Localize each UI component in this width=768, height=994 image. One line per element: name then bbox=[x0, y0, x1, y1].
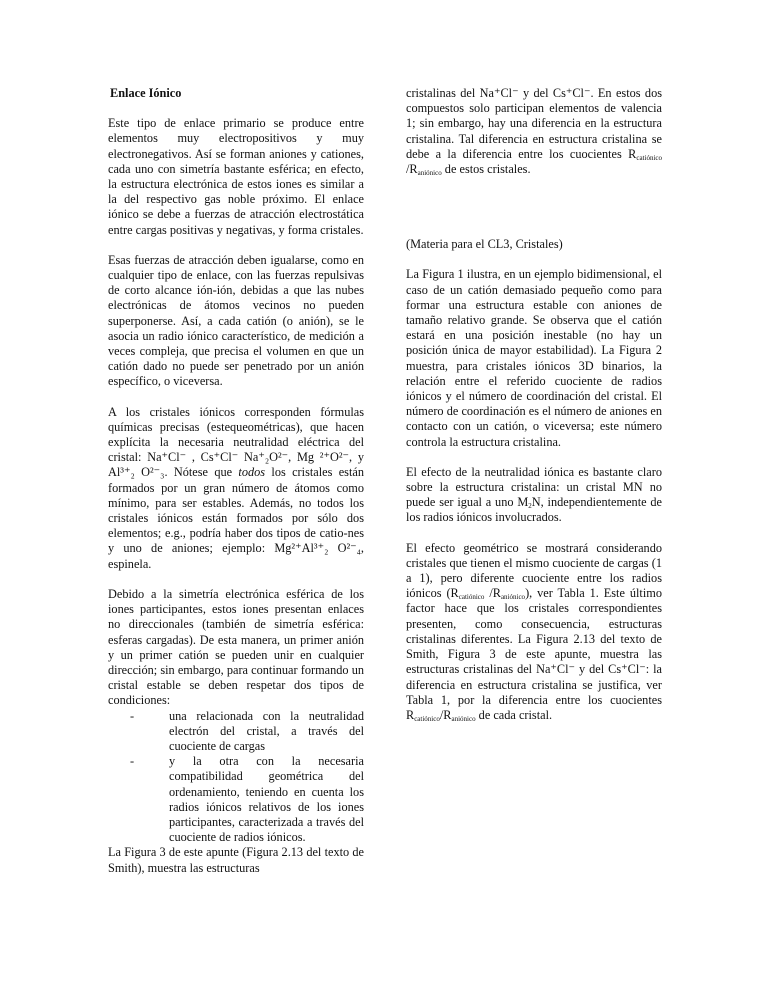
right-column bbox=[406, 86, 662, 723]
text: de cada cristal. bbox=[475, 707, 553, 722]
text: cristalinas del Na⁺Cl⁻ y del Cs⁺Cl⁻. En estos dos compuestos solo participan elementos de valencia 1; sin embargo, hay una diferencia en la estructura cristalina. Tal diferencia en estructura cristalina se debe a la diferencia entre los cuocientes R bbox=[406, 86, 662, 161]
section-title: Enlace Iónico bbox=[110, 86, 182, 100]
text: El efecto geométrico se mostrará considerando cristales que tienen el mismo cuociente de cargas (1 a 1), pero diferente cuociente entre los radios iónicos (R bbox=[406, 540, 662, 601]
paragraph-structures bbox=[406, 86, 662, 177]
list-item-text: y la otra con la necesaria compatibilidad geométrica del ordenamiento, teniendo en cuenta los radios iónicos relativos de los iones participantes, caracterizada a través del cuociente de radios iónicos. bbox=[169, 754, 364, 845]
subscript-anionico: aniónico bbox=[500, 593, 526, 602]
subscript-cationico: catiónico bbox=[414, 714, 440, 723]
subscript-anionico: aniónico bbox=[417, 169, 442, 178]
formulas-list: Na⁺Cl⁻ , Cs⁺Cl⁻ Na⁺₂O²⁻, Mg ²⁺O²⁻, y Al³⁺₂ O²⁻₃. bbox=[108, 450, 364, 480]
paragraph-figures: La Figura 1 ilustra, en un ejemplo bidimensional, el caso de un catión demasiado pequeño como para formar una estructura estable con aniones de tamaño relativo grande. Se observa que el catión estará en una posición inestable (no hay un posición única de mayor estabilidad). La Figura 2 muestra, para cristales iónicos 3D binarios, la relación entre el referido cuociente de radios iónicos y el número de coordinación del cristal. El número de coordinación es el número de aniones en contacto con un catión, o viceversa; este número controla la estructura cristalina. bbox=[406, 267, 662, 449]
paragraph-figure3: La Figura 3 de este apunte (Figura 2.13 del texto de Smith), muestra las estructuras bbox=[108, 845, 364, 875]
paragraph-symmetry: Debido a la simetría electrónica esférica de los iones participantes, estos iones presentan enlaces no direccionales (también de simetría esférica: esferas cargadas). De esta manera, un primer anión y un primer catión se pueden unir en cualquier dirección; sin embargo, para continuar formando un cristal estable se deben respetar dos tipos de condiciones: bbox=[108, 586, 364, 708]
dash-bullet: - bbox=[130, 708, 135, 723]
emphasis-todos: todos bbox=[238, 465, 266, 480]
formulas-notese: Nótese que bbox=[167, 465, 239, 480]
paragraph-formulas bbox=[108, 405, 364, 572]
paragraph-geometric bbox=[406, 541, 662, 723]
text: /R bbox=[439, 707, 452, 722]
text: de estos cristales. bbox=[441, 162, 531, 177]
list-item bbox=[108, 754, 364, 845]
formula-espinela: Mg²⁺Al³⁺₂ O²⁻₄, bbox=[274, 541, 365, 556]
subscript-cationico: catiónico bbox=[458, 593, 485, 602]
paragraph-neutrality bbox=[406, 465, 662, 526]
subscript-2: 2 bbox=[528, 502, 532, 511]
formulas-rest: los cristales están formados por un gran número de átomos como mínimo, para ser estables. Además, no todos los cristales iónicos están formados por sólo dos elementos; e.g., podría haber dos tipos de catio-nes y uno de aniones; ejemplo: bbox=[108, 465, 364, 556]
dash-bullet: - bbox=[130, 754, 135, 769]
conditions-list bbox=[108, 709, 364, 846]
course-note: (Materia para el CL3, Cristales) bbox=[406, 237, 563, 252]
text: El efecto de la neutralidad iónica es bastante claro sobre la estructura cristalina: un cristal MN no puede ser igual a uno M bbox=[406, 464, 662, 510]
subscript-anionico: aniónico bbox=[451, 714, 476, 723]
list-item-text: una relacionada con la neutralidad electrón del cristal, a través del cuociente de cargas bbox=[169, 708, 364, 753]
formulas-intro: A los cristales iónicos corresponden fórmulas químicas precisas (estequeométricas), que hacen explícita la necesaria neutralidad eléctrica del cristal: bbox=[108, 404, 364, 465]
text: N, independientemente de los radios iónicos involucrados. bbox=[406, 495, 662, 525]
text: /R bbox=[484, 586, 501, 601]
paragraph-forces: Esas fuerzas de atracción deben igualarse, como en cualquier tipo de enlace, con las fuerzas repulsivas de corto alcance ión-ión, debidas a que las nubes electrónicas de átomos vecinos no pueden superponerse. Así, a cada catión (o anión), se le asocia un radio iónico característico, de medición a veces compleja, que precisa el volumen en que un catión dado no puede ser penetrado por un anión específico, o viceversa. bbox=[108, 252, 364, 389]
text: ), ver Tabla 1. Este último factor hace que los cristales correspondientes presenten, como consecuencia, estructuras cristalinas diferentes. La Figura 2.13 del texto de Smith, Figura 3 de este apunte, muestra las estructuras cristalinas del Na⁺Cl⁻ y del Cs⁺Cl⁻: la diferencia en estructura cristalina se justifica, ver Tabla 1, por la diferencia entre los cuocientes R bbox=[406, 586, 662, 722]
subscript-cationico: catiónico bbox=[636, 153, 662, 162]
formulas-end: espinela. bbox=[108, 556, 152, 571]
text: /R bbox=[406, 162, 418, 177]
paragraph-intro: Este tipo de enlace primario se produce entre elementos muy electropositivos y muy electronegativos. Así se forman aniones y cationes, cada uno con simetría bastante esférica; en efecto, la estructura electrónica de estos iones es similar a la del respectivo gas noble próximo. El enlace iónico se debe a fuerzas de atracción electrostática entre cargas positivas y negativas, y forma cristales. bbox=[108, 116, 364, 237]
list-item bbox=[108, 709, 364, 755]
left-column bbox=[108, 86, 364, 876]
